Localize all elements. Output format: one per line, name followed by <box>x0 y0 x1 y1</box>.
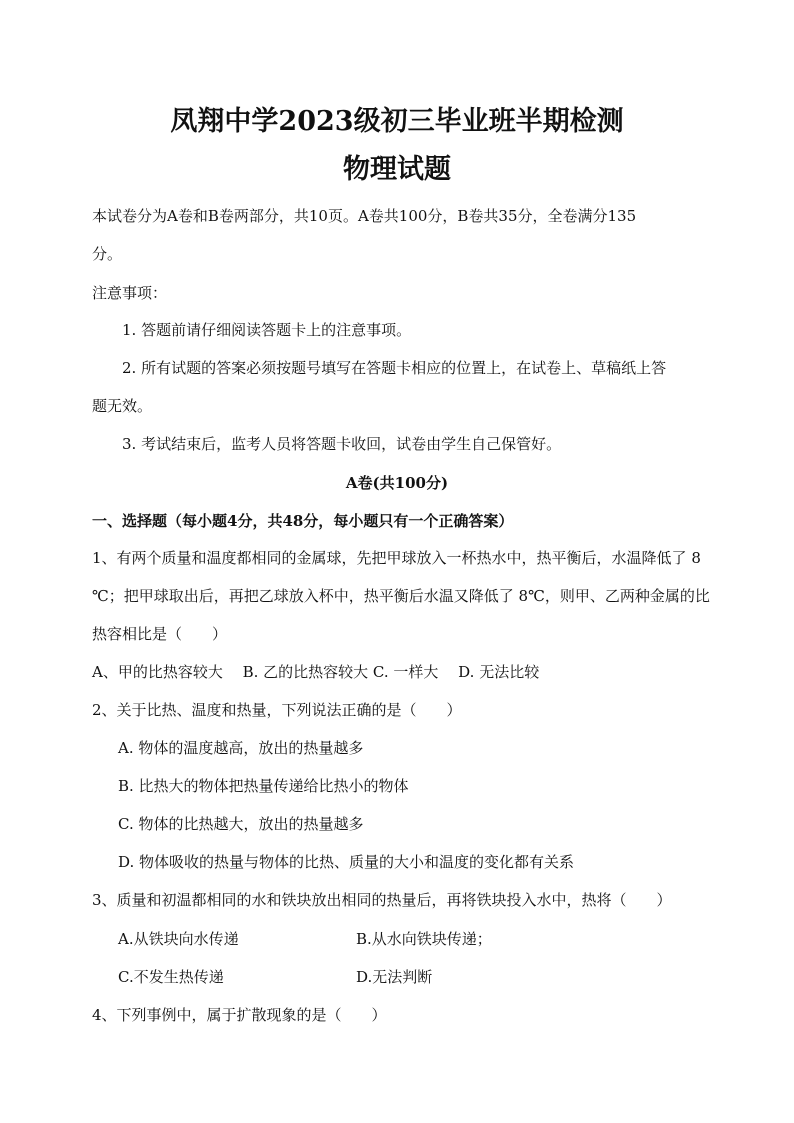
question-2-option-a: A. 物体的温度越高，放出的热量越多 <box>118 739 364 757</box>
question-1-options: A、甲的比热容较大 B. 乙的比热容较大 C. 一样大 D. 无法比较 <box>92 663 540 681</box>
notice-item-1: 1. 答题前请仔细阅读答题卡上的注意事项。 <box>122 321 412 339</box>
question-4-stem: 4、下列事例中，属于扩散现象的是（ ） <box>92 1006 387 1024</box>
question-2-option-c: C. 物体的比热越大，放出的热量越多 <box>118 815 364 833</box>
question-1-line-1: 1、有两个质量和温度都相同的金属球，先把甲球放入一杯热水中，热平衡后，水温降低了 8 <box>92 549 701 567</box>
intro-line-2: 分。 <box>92 245 123 263</box>
question-3-option-d: D.无法判断 <box>356 968 433 986</box>
notice-item-2-line-2: 题无效。 <box>92 397 153 415</box>
question-3-option-c: C.不发生热传递 <box>118 968 224 986</box>
notice-item-2-line-1: 2. 所有试题的答案必须按题号填写在答题卡相应的位置上，在试卷上、草稿纸上答 <box>122 359 667 377</box>
question-2-option-d: D. 物体吸收的热量与物体的比热、质量的大小和温度的变化都有关系 <box>118 853 575 871</box>
question-2-stem: 2、关于比热、温度和热量，下列说法正确的是（ ） <box>92 701 462 719</box>
intro-line-1: 本试卷分为A卷和B卷两部分，共10页。A卷共100分，B卷共35分，全卷满分135 <box>92 207 637 225</box>
question-3-stem: 3、质量和初温都相同的水和铁块放出相同的热量后，再将铁块投入水中，热将（ ） <box>92 891 672 909</box>
part-1-heading: 一、选择题（每小题4分，共48分，每小题只有一个正确答案） <box>92 512 514 530</box>
notice-item-3: 3. 考试结束后，监考人员将答题卡收回，试卷由学生自己保管好。 <box>122 435 562 453</box>
section-a-title: A卷(共100分) <box>345 474 449 492</box>
question-1-line-3: 热容相比是（ ） <box>92 625 228 643</box>
page-title: 凤翔中学2023级初三毕业班半期检测 <box>170 106 624 137</box>
notice-heading: 注意事项： <box>92 284 168 302</box>
question-1-line-2: ℃；把甲球取出后，再把乙球放入杯中，热平衡后水温又降低了 8℃，则甲、乙两种金属的比 <box>92 587 710 605</box>
question-2-option-b: B. 比热大的物体把热量传递给比热小的物体 <box>118 777 409 795</box>
page-subtitle: 物理试题 <box>343 154 451 185</box>
question-3-option-a: A.从铁块向水传递 <box>118 930 239 948</box>
question-3-option-b: B.从水向铁块传递； <box>356 930 492 948</box>
